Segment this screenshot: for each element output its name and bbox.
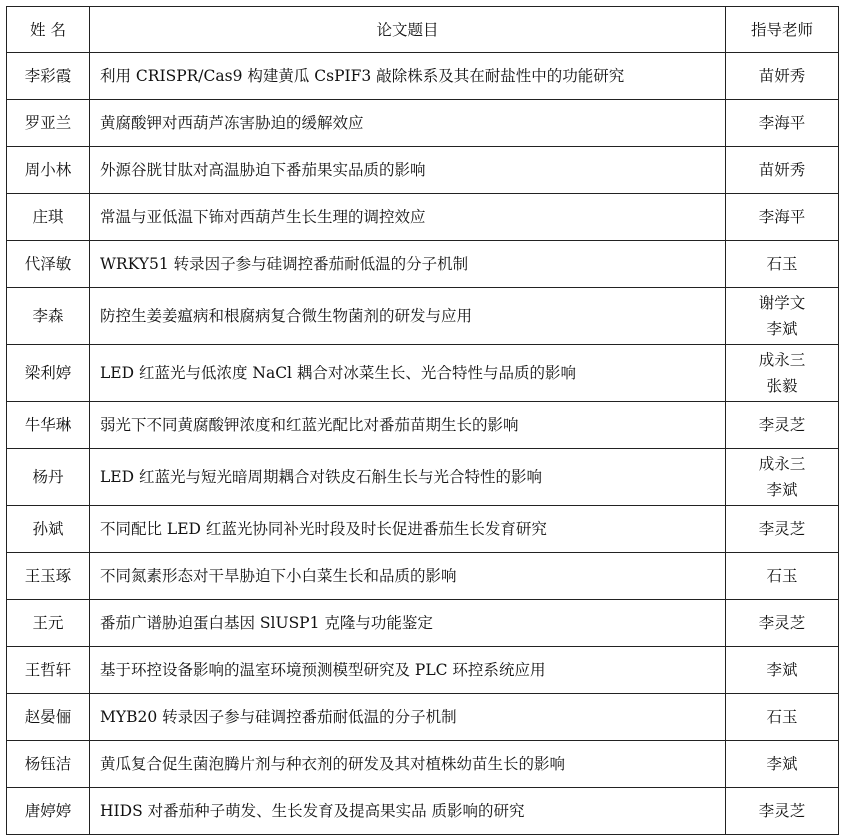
table-header xyxy=(7,7,839,53)
advisor-name: 石玉 xyxy=(766,708,798,726)
advisor-cell xyxy=(726,100,839,147)
advisor-name: 李海平 xyxy=(758,208,806,226)
advisor-name: 苗妍秀 xyxy=(758,67,806,85)
table-row xyxy=(7,241,839,288)
thesis-title: 黄瓜复合促生菌泡腾片剂与种衣剂的研发及其对植株幼苗生长的影响 xyxy=(90,741,726,788)
thesis-title: 黄腐酸钾对西葫芦冻害胁迫的缓解效应 xyxy=(90,100,726,147)
header-name: 姓 名 xyxy=(7,7,90,53)
advisor-cell xyxy=(726,241,839,288)
thesis-title: 防控生姜姜瘟病和根腐病复合微生物菌剂的研发与应用 xyxy=(90,288,726,345)
student-name: 周小林 xyxy=(7,147,90,194)
advisor-name: 谢学文 xyxy=(758,294,806,312)
advisor-name: 石玉 xyxy=(766,567,798,585)
thesis-title: LED 红蓝光与低浓度 NaCl 耦合对冰菜生长、光合特性与品质的影响 xyxy=(90,345,726,402)
advisor-cell xyxy=(726,741,839,788)
thesis-title: HIDS 对番茄种子萌发、生长发育及提高果实品 质影响的研究 xyxy=(90,788,726,835)
advisor-cell xyxy=(726,694,839,741)
table-row xyxy=(7,449,839,506)
advisor-cell xyxy=(726,194,839,241)
thesis-title: 基于环控设备影响的温室环境预测模型研究及 PLC 环控系统应用 xyxy=(90,647,726,694)
table-row xyxy=(7,53,839,100)
student-name: 唐婷婷 xyxy=(7,788,90,835)
advisor-cell xyxy=(726,345,839,402)
student-name: 庄琪 xyxy=(7,194,90,241)
advisor-name: 李灵芝 xyxy=(758,520,806,538)
table-row xyxy=(7,345,839,402)
student-name: 杨丹 xyxy=(7,449,90,506)
student-name: 王哲轩 xyxy=(7,647,90,694)
advisor-cell xyxy=(726,449,839,506)
thesis-title: 番茄广谱胁迫蛋白基因 SlUSP1 克隆与功能鉴定 xyxy=(90,600,726,647)
header-advisor: 指导老师 xyxy=(726,7,839,53)
advisor-cell xyxy=(726,53,839,100)
table-row xyxy=(7,741,839,788)
header-row xyxy=(7,7,839,53)
advisor-name: 李斌 xyxy=(766,755,798,773)
student-name: 李彩霞 xyxy=(7,53,90,100)
advisor-cell xyxy=(726,647,839,694)
advisor-name: 李斌 xyxy=(766,661,798,679)
thesis-title: LED 红蓝光与短光暗周期耦合对铁皮石斛生长与光合特性的影响 xyxy=(90,449,726,506)
advisor-name: 成永三 xyxy=(758,455,806,473)
advisor-name: 石玉 xyxy=(766,255,798,273)
advisor-name: 苗妍秀 xyxy=(758,161,806,179)
table-row xyxy=(7,506,839,553)
student-name: 赵晏俪 xyxy=(7,694,90,741)
advisor-cell xyxy=(726,788,839,835)
table-row xyxy=(7,100,839,147)
advisor-cell xyxy=(726,147,839,194)
advisor-name: 张毅 xyxy=(766,377,798,395)
advisor-cell xyxy=(726,600,839,647)
advisor-name: 李灵芝 xyxy=(758,802,806,820)
thesis-title: 不同配比 LED 红蓝光协同补光时段及时长促进番茄生长发育研究 xyxy=(90,506,726,553)
table-row xyxy=(7,788,839,835)
student-name: 梁利婷 xyxy=(7,345,90,402)
header-title: 论文题目 xyxy=(90,7,726,53)
table-row xyxy=(7,694,839,741)
thesis-title: 不同氮素形态对干旱胁迫下小白菜生长和品质的影响 xyxy=(90,553,726,600)
table-body xyxy=(7,53,839,835)
student-name: 代泽敏 xyxy=(7,241,90,288)
student-name: 王玉琢 xyxy=(7,553,90,600)
thesis-title: MYB20 转录因子参与硅调控番茄耐低温的分子机制 xyxy=(90,694,726,741)
advisor-name: 李斌 xyxy=(766,320,798,338)
table-row xyxy=(7,147,839,194)
thesis-title: 利用 CRISPR/Cas9 构建黄瓜 CsPIF3 敲除株系及其在耐盐性中的功能研究 xyxy=(90,53,726,100)
table-row xyxy=(7,553,839,600)
advisor-name: 成永三 xyxy=(758,351,806,369)
thesis-title: 弱光下不同黄腐酸钾浓度和红蓝光配比对番茄苗期生长的影响 xyxy=(90,402,726,449)
advisor-name: 李海平 xyxy=(758,114,806,132)
table-row xyxy=(7,402,839,449)
advisor-cell xyxy=(726,288,839,345)
advisor-cell xyxy=(726,553,839,600)
advisor-name: 李灵芝 xyxy=(758,416,806,434)
student-name: 李森 xyxy=(7,288,90,345)
advisor-name: 李灵芝 xyxy=(758,614,806,632)
thesis-title: 常温与亚低温下钸对西葫芦生长生理的调控效应 xyxy=(90,194,726,241)
table-row xyxy=(7,288,839,345)
thesis-title: 外源谷胱甘肽对高温胁迫下番茄果实品质的影响 xyxy=(90,147,726,194)
table-row xyxy=(7,194,839,241)
student-name: 孙斌 xyxy=(7,506,90,553)
thesis-title: WRKY51 转录因子参与硅调控番茄耐低温的分子机制 xyxy=(90,241,726,288)
table-row xyxy=(7,647,839,694)
advisor-name: 李斌 xyxy=(766,481,798,499)
advisor-cell xyxy=(726,506,839,553)
thesis-table xyxy=(6,6,839,835)
student-name: 杨钰洁 xyxy=(7,741,90,788)
student-name: 牛华琳 xyxy=(7,402,90,449)
student-name: 王元 xyxy=(7,600,90,647)
advisor-cell xyxy=(726,402,839,449)
student-name: 罗亚兰 xyxy=(7,100,90,147)
table-row xyxy=(7,600,839,647)
